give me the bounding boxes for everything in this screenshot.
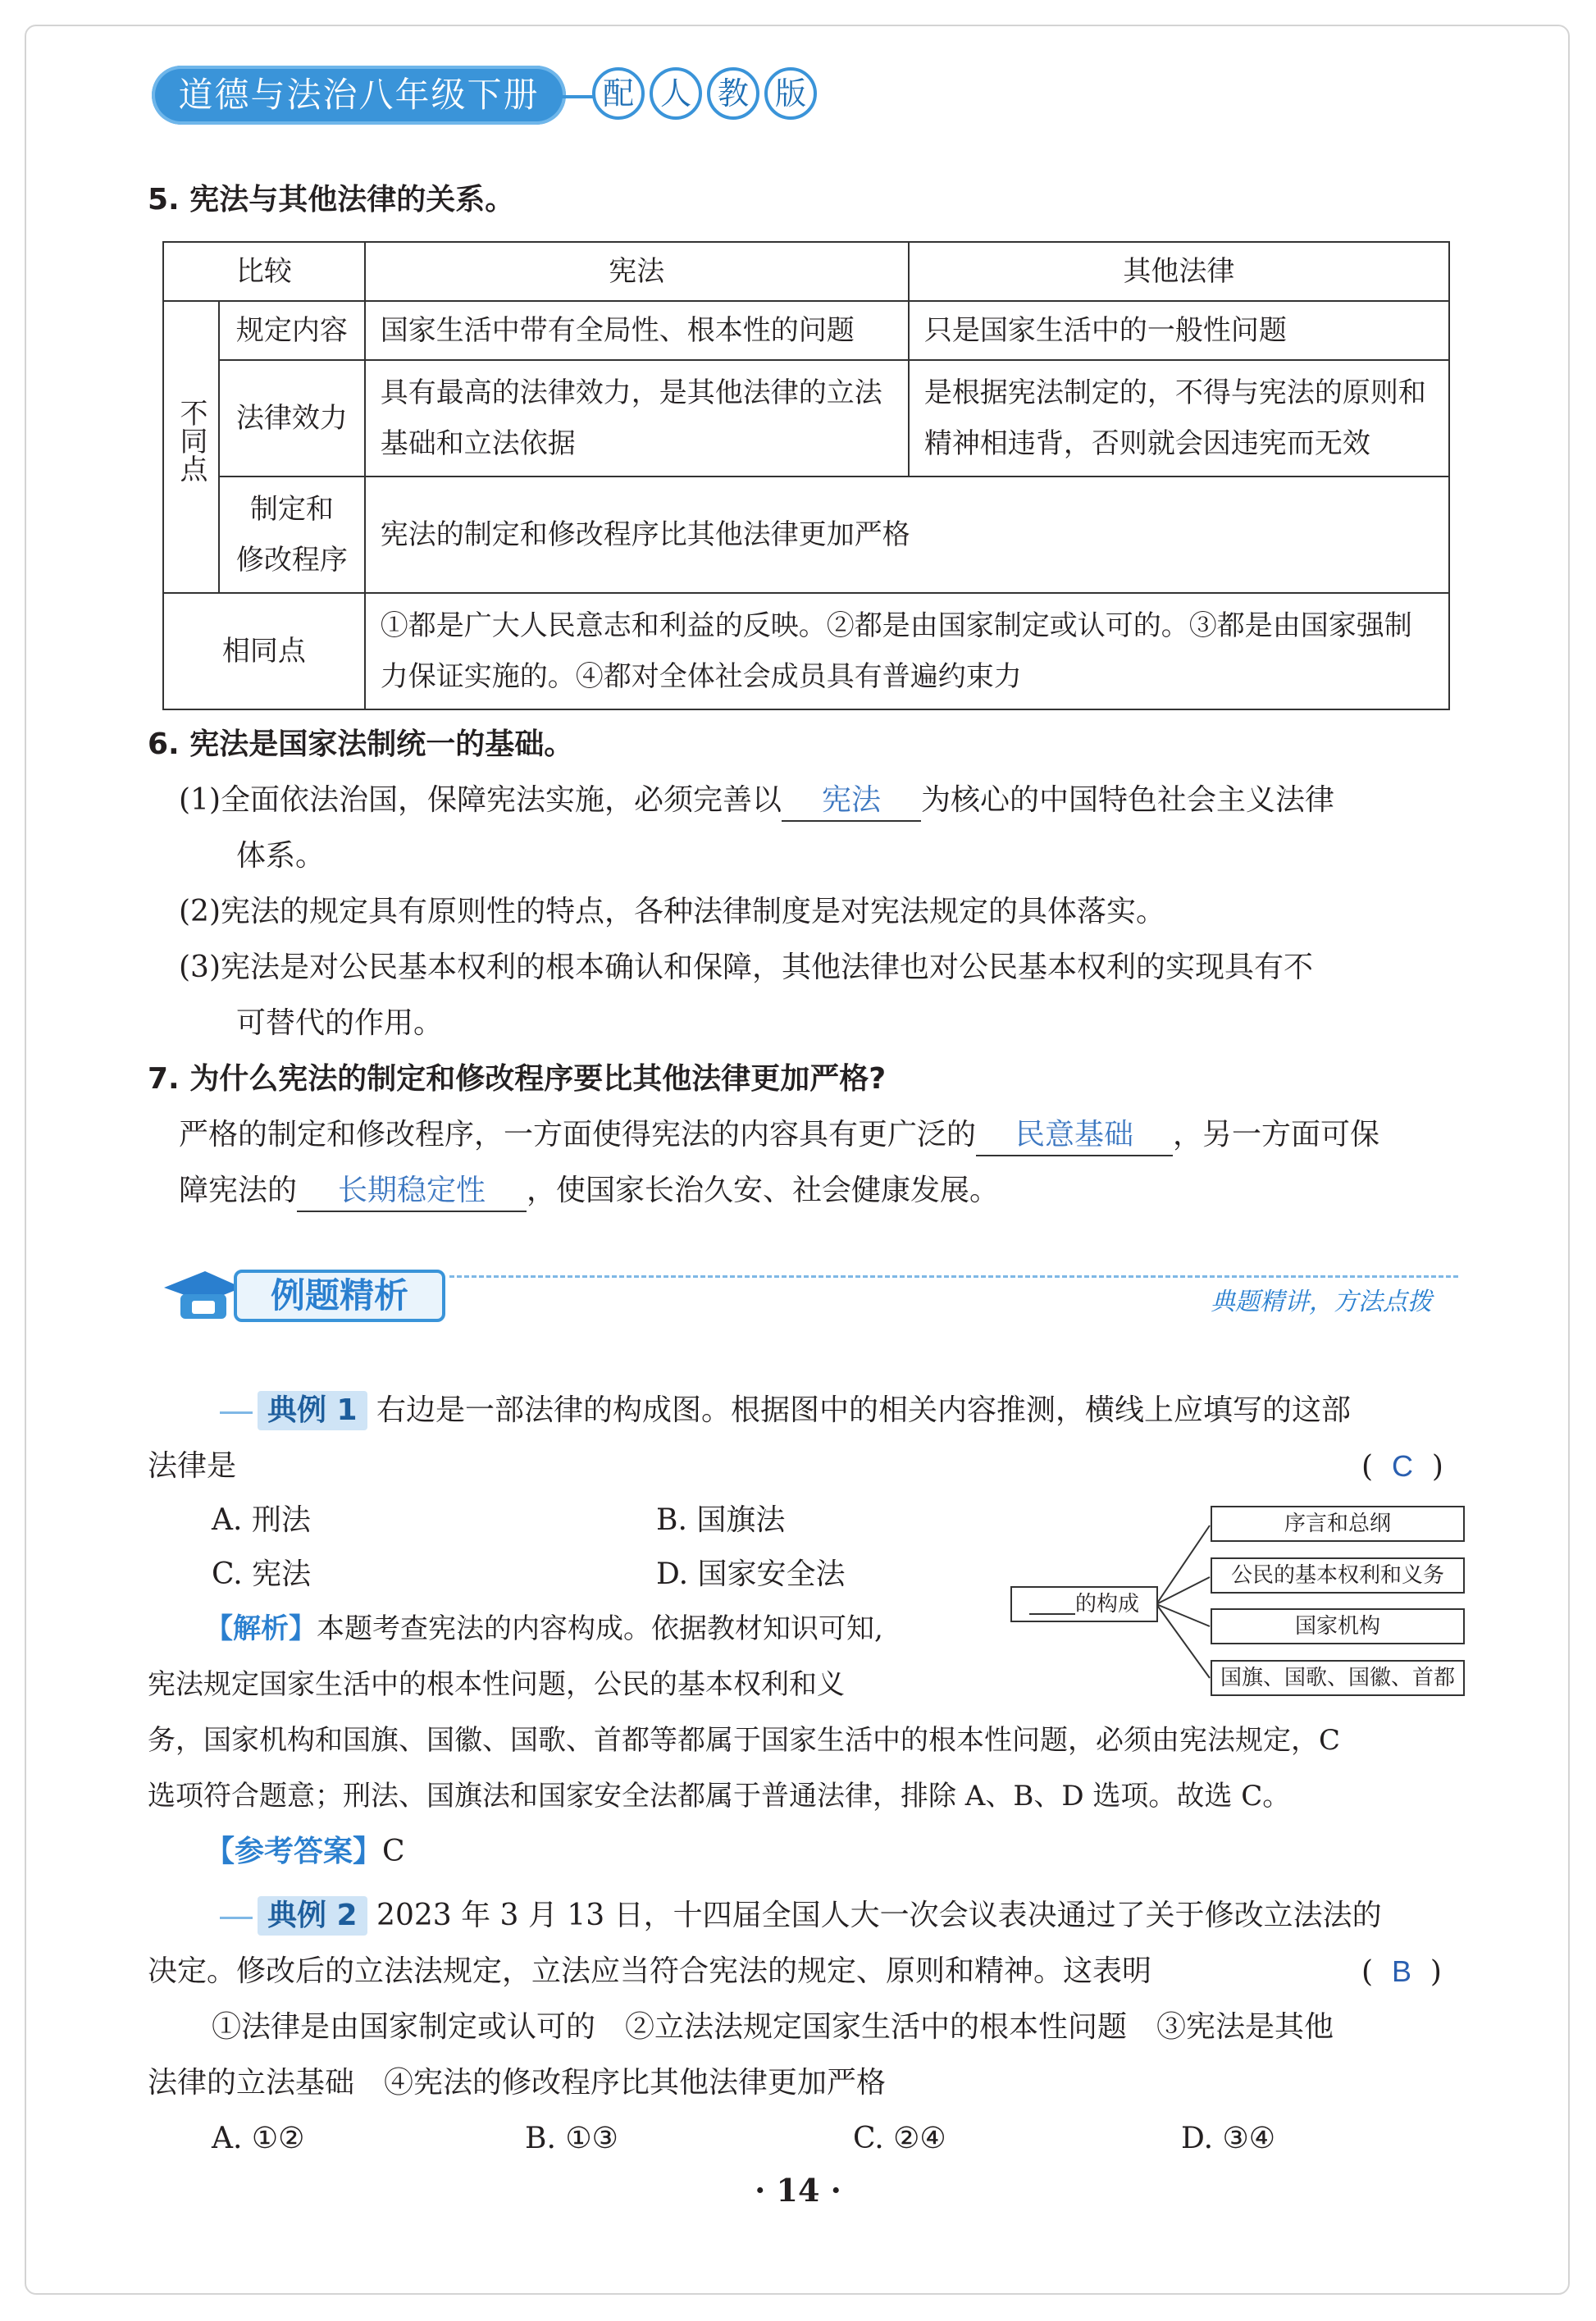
text-span: 本题考查宪法的内容构成。依据教材知识可知, bbox=[317, 1612, 883, 1645]
edition-char-4: 版 bbox=[764, 67, 817, 120]
col-header-constitution: 宪法 bbox=[365, 242, 909, 301]
option-d: D. 国家安全法 bbox=[656, 1557, 846, 1591]
paren: ( bbox=[1361, 1955, 1374, 1989]
text-span: 2023 年 3 月 13 日，十四届全国人大一次会议表决通过了关于修改立法法的 bbox=[376, 1899, 1382, 1932]
row-aspect-line2: 修改程序 bbox=[235, 544, 348, 577]
text-span: 严格的制定和修改程序，一方面使得宪法的内容具有更广泛的 bbox=[179, 1118, 977, 1151]
table-cell: 国家生活中带有全局性、根本性的问题 bbox=[365, 301, 909, 360]
option-a: A. 刑法 bbox=[212, 1503, 311, 1537]
answer-letter: B bbox=[1391, 1954, 1411, 1988]
example1-question-line1 bbox=[220, 1391, 1351, 1430]
book-title-banner: 道德与法治八年级下册 bbox=[152, 66, 566, 125]
analysis-tag: 【解析】 bbox=[205, 1612, 317, 1645]
diagram-branch: 国旗、国歌、国徽、首都 bbox=[1211, 1660, 1465, 1696]
example2-answer bbox=[1361, 1952, 1442, 1992]
section6-heading: 6. 宪法是国家法制统一的基础。 bbox=[148, 727, 574, 761]
section6-p1 bbox=[179, 781, 1334, 822]
text-span: ，使国家长治久安、社会健康发展。 bbox=[527, 1174, 1000, 1207]
diff-label-cell bbox=[163, 301, 219, 593]
fill-blank: 民意基础 bbox=[976, 1115, 1173, 1156]
reference-answer: C bbox=[382, 1835, 405, 1868]
page-number: · 14 · bbox=[755, 2172, 841, 2209]
example1-analysis-line1 bbox=[205, 1609, 883, 1648]
section6-p3: (3)宪法是对公民基本权利的根本确认和保障，其他法律也对公民基本权利的实现具有不 bbox=[179, 951, 1313, 984]
example2-question-line1 bbox=[220, 1896, 1382, 1936]
example2-question-line2: 决定。修改后的立法法规定，立法应当符合宪法的规定、原则和精神。这表明 bbox=[148, 1954, 1152, 1988]
comparison-table bbox=[162, 241, 1450, 710]
tag-decoration bbox=[220, 1411, 253, 1414]
row-aspect: 法律效力 bbox=[219, 360, 365, 477]
text-span: 右边是一部法律的构成图。根据图中的相关内容推测，横线上应填写的这部 bbox=[376, 1393, 1352, 1427]
section-title: 例题精析 bbox=[234, 1270, 445, 1322]
section7-p1 bbox=[179, 1115, 1379, 1156]
tag-decoration bbox=[220, 1917, 253, 1919]
table-cell: 是根据宪法制定的，不得与宪法的原则和精神相违背，否则就会因违宪而无效 bbox=[909, 360, 1449, 477]
example2-statements-line2: 法律的立法基础 ④宪法的修改程序比其他法律更加严格 bbox=[148, 2066, 887, 2100]
diagram-blank bbox=[1029, 1595, 1075, 1615]
diagram-root bbox=[1010, 1586, 1158, 1622]
example1-analysis-line4: 选项符合题意；刑法、国旗法和国家安全法都属于普通法律，排除 A、B、D 选项。故选 C。 bbox=[148, 1780, 1291, 1813]
section5-heading: 5. 宪法与其他法律的关系。 bbox=[148, 183, 515, 217]
option-b: B. ①③ bbox=[525, 2122, 618, 2155]
graduation-cap-icon bbox=[156, 1263, 246, 1329]
table-cell: 具有最高的法律效力，是其他法律的立法基础和立法依据 bbox=[365, 360, 909, 477]
row-aspect bbox=[219, 477, 365, 593]
same-label: 相同点 bbox=[163, 593, 365, 709]
section7-p2 bbox=[179, 1171, 999, 1212]
table-cell-merged: 宪法的制定和修改程序比其他法律更加严格 bbox=[365, 477, 1449, 593]
example1-analysis-line2: 宪法规定国家生活中的根本性问题，公民的基本权利和义 bbox=[148, 1668, 845, 1701]
section-divider bbox=[449, 1275, 1458, 1278]
section7-heading: 7. 为什么宪法的制定和修改程序要比其他法律更加严格? bbox=[148, 1062, 887, 1096]
fill-blank: 长期稳定性 bbox=[297, 1171, 527, 1212]
example1-question-line2: 法律是 bbox=[148, 1449, 237, 1483]
reference-tag: 【参考答案】 bbox=[205, 1835, 383, 1868]
col-header-other-laws: 其他法律 bbox=[909, 242, 1449, 301]
paren: ) bbox=[1430, 1955, 1442, 1989]
option-c: C. ②④ bbox=[853, 2122, 946, 2155]
edition-char-2: 人 bbox=[650, 67, 702, 120]
edition-char-3: 教 bbox=[707, 67, 759, 120]
section-subtitle: 典题精讲，方法点拨 bbox=[1211, 1288, 1432, 1316]
option-b: B. 国旗法 bbox=[656, 1503, 786, 1537]
diagram-branch: 序言和总纲 bbox=[1211, 1506, 1465, 1542]
table-cell: 只是国家生活中的一般性问题 bbox=[909, 301, 1449, 360]
diagram-branch: 公民的基本权利和义务 bbox=[1211, 1557, 1465, 1594]
answer-letter: C bbox=[1391, 1449, 1413, 1483]
row-aspect-line1: 制定和 bbox=[249, 493, 334, 526]
option-a: A. ①② bbox=[212, 2122, 305, 2155]
text-span: ，另一方面可保 bbox=[1173, 1118, 1380, 1151]
example2-statements-line1: ①法律是由国家制定或认可的 ②立法法规定国家生活中的根本性问题 ③宪法是其他 bbox=[212, 2010, 1334, 2044]
option-d: D. ③④ bbox=[1181, 2122, 1276, 2155]
same-text: ①都是广大人民意志和利益的反映。②都是由国家制定或认可的。③都是由国家强制力保证实施的。④都对全体社会成员具有普遍约束力 bbox=[365, 593, 1449, 709]
option-c: C. 宪法 bbox=[212, 1557, 312, 1591]
col-header-compare: 比较 bbox=[163, 242, 365, 301]
example1-tag: 典例 1 bbox=[258, 1391, 367, 1430]
diagram-branch: 国家机构 bbox=[1211, 1608, 1465, 1644]
text-span: 障宪法的 bbox=[179, 1174, 298, 1207]
text-span: (1)全面依法治国，保障宪法实施，必须完善以 bbox=[179, 783, 782, 817]
row-aspect: 规定内容 bbox=[219, 301, 365, 360]
section6-p2: (2)宪法的规定具有原则性的特点，各种法律制度是对宪法规定的具体落实。 bbox=[179, 895, 1165, 928]
example1-reference bbox=[205, 1832, 405, 1872]
header-connector bbox=[558, 95, 595, 98]
example2-tag: 典例 2 bbox=[258, 1896, 367, 1936]
edition-char-1: 配 bbox=[592, 67, 645, 120]
example1-analysis-line3: 务，国家机构和国旗、国徽、国歌、首都等都属于国家生活中的根本性问题，必须由宪法规定，C bbox=[148, 1724, 1341, 1757]
section6-p3-cont: 可替代的作用。 bbox=[236, 1006, 444, 1040]
paren: ) bbox=[1431, 1450, 1443, 1484]
paren: ( bbox=[1361, 1450, 1374, 1484]
diff-label: 不同点 bbox=[174, 399, 207, 482]
section6-p1-cont: 体系。 bbox=[236, 839, 326, 873]
diagram-root-label: 的构成 bbox=[1074, 1592, 1139, 1616]
example1-answer bbox=[1361, 1447, 1443, 1487]
text-span: 为核心的中国特色社会主义法律 bbox=[921, 783, 1335, 817]
fill-blank: 宪法 bbox=[782, 781, 921, 822]
